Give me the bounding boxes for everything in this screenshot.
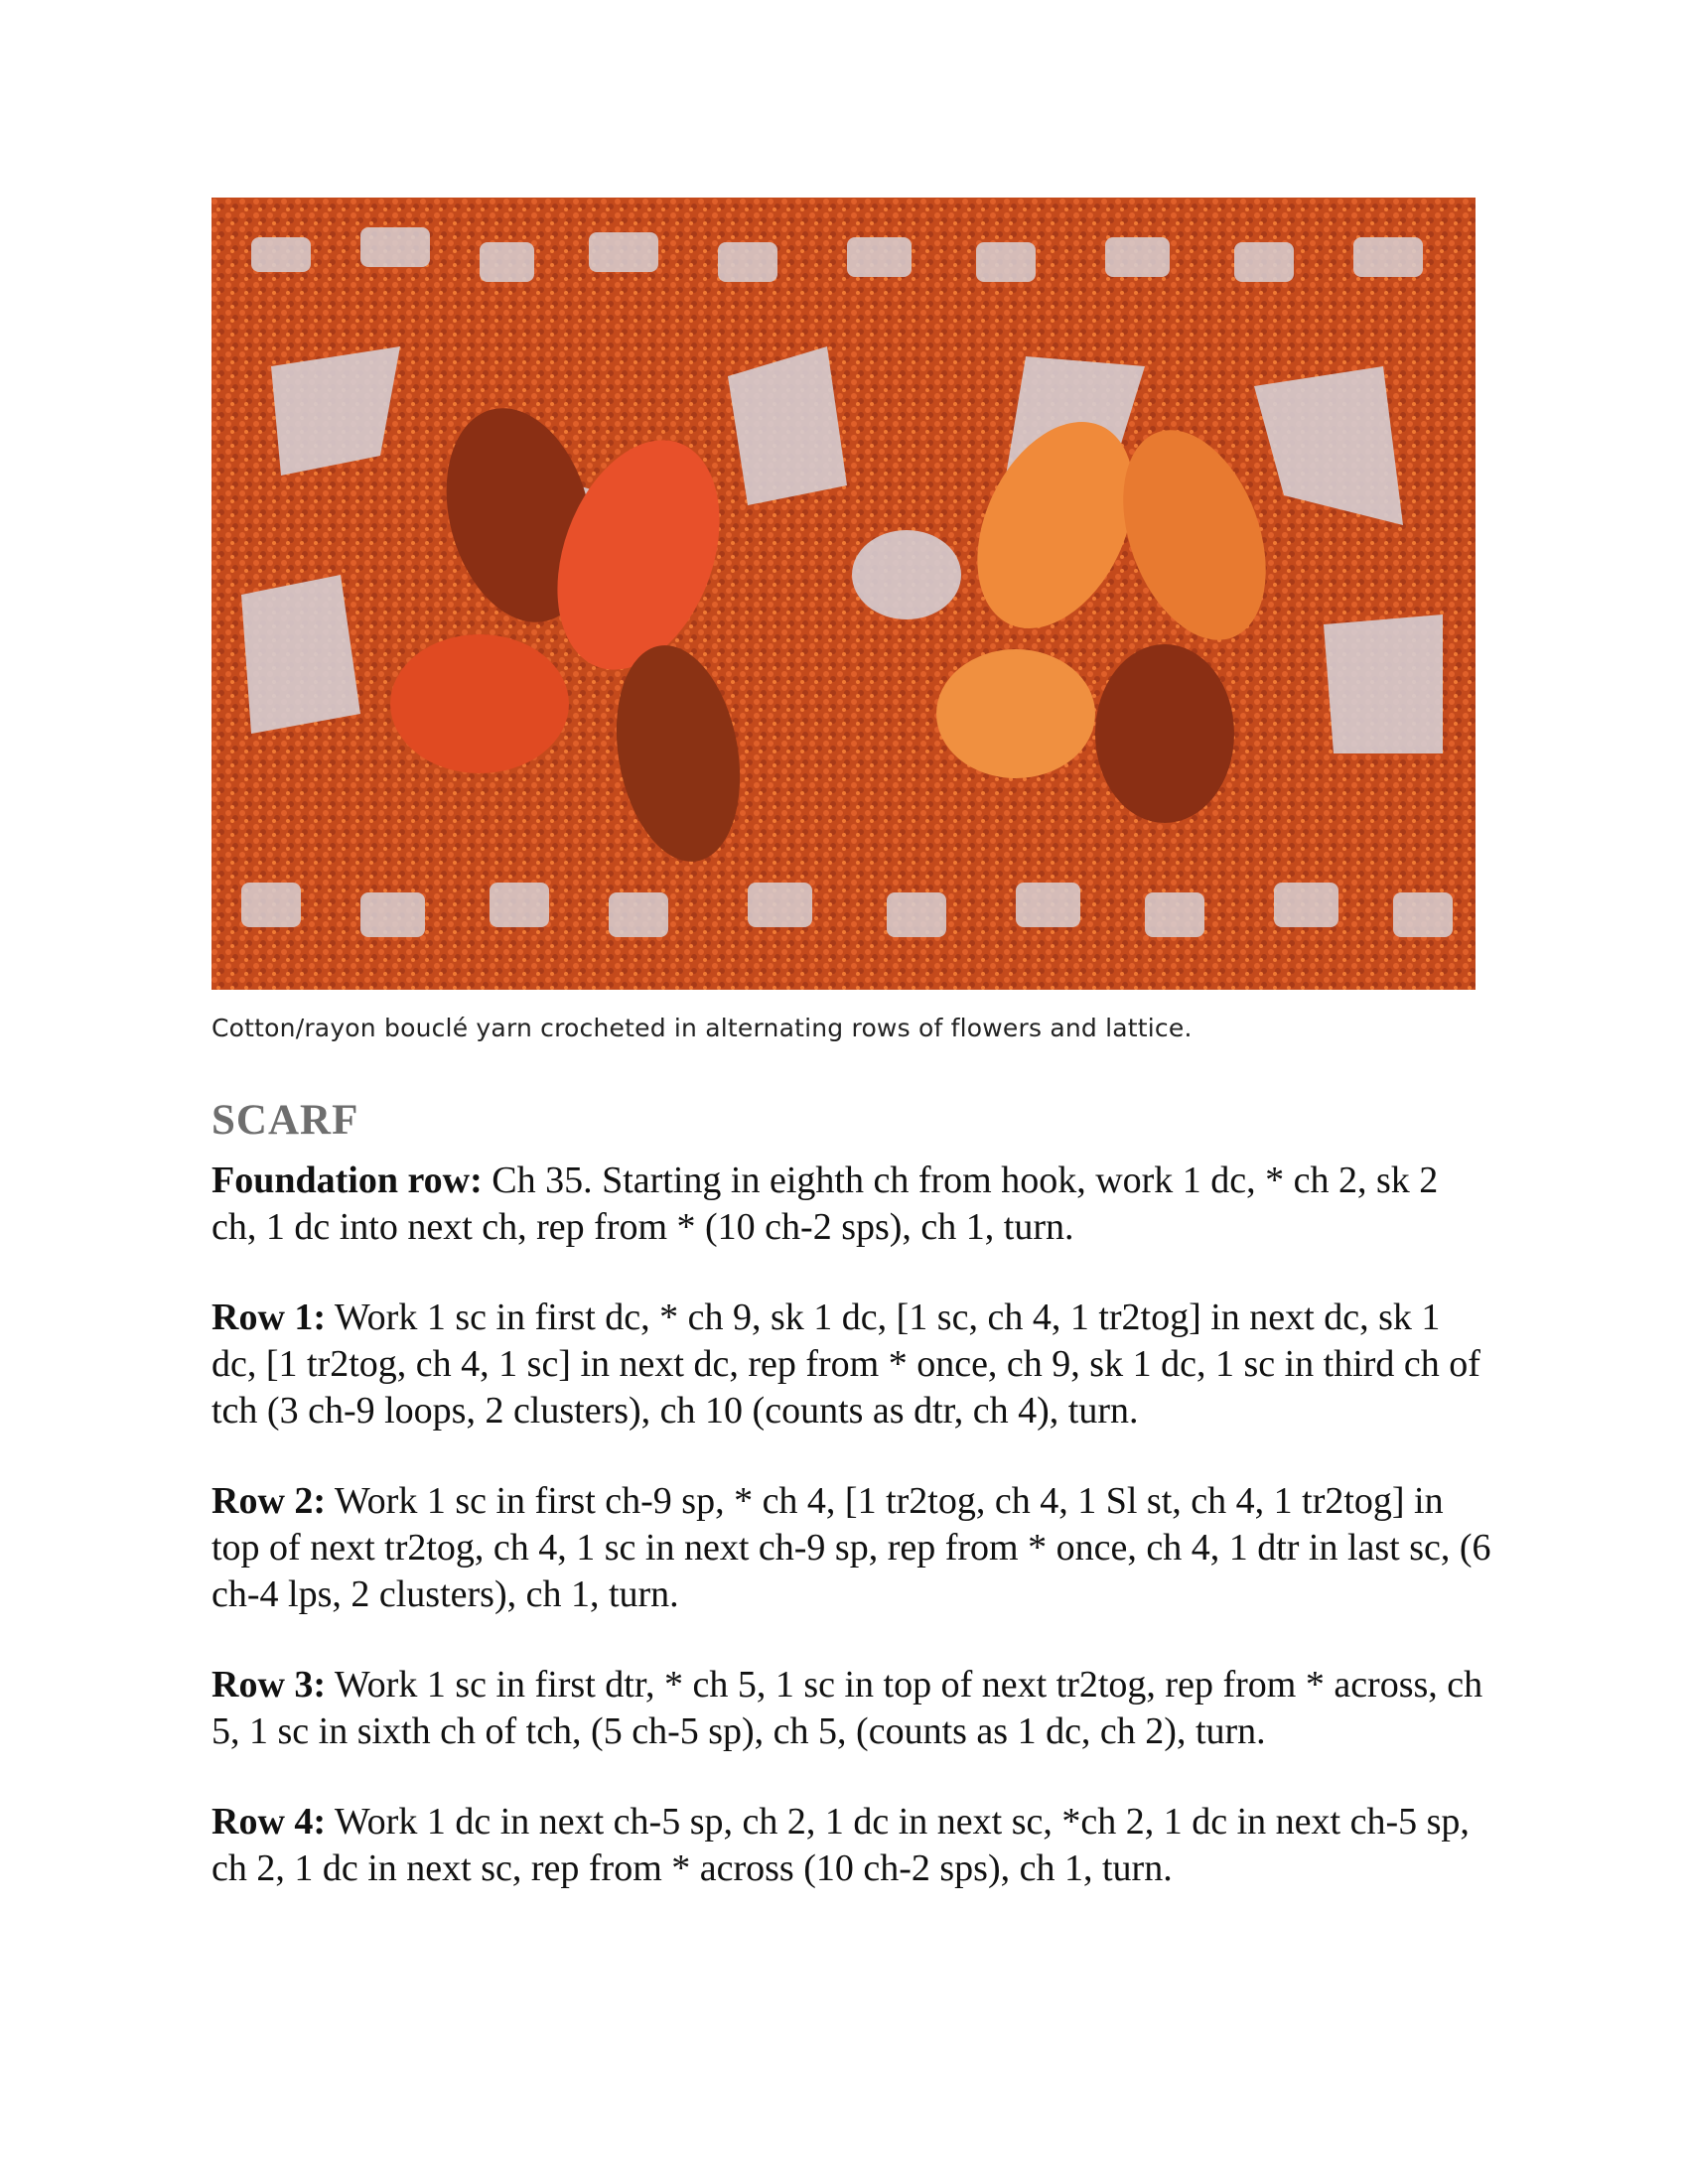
row-label: Row 2: xyxy=(211,1480,327,1522)
instruction-row-4 xyxy=(211,1799,1492,1892)
crochet-swatch-illustration xyxy=(211,198,1476,990)
instruction-row-1 xyxy=(211,1295,1492,1434)
row-text: Work 1 sc in first dc, * ch 9, sk 1 dc, [1 sc, ch 4, 1 tr2tog] in next dc, sk 1 dc, [1 tr2tog, ch 4, 1 sc] in next dc, rep from * once, ch 9, sk 1 dc, 1 sc in third ch of tch (3 ch-9 loops, 2 clusters), ch 10 (counts as dtr, ch 4), turn. xyxy=(211,1297,1480,1432)
instruction-row-3 xyxy=(211,1662,1492,1755)
section-title: SCARF xyxy=(211,1097,359,1144)
row-text: Ch 35. Starting in eighth ch from hook, work 1 dc, * ch 2, sk 2 ch, 1 dc into next ch, rep from * (10 ch-2 sps), ch 1, turn. xyxy=(211,1160,1439,1248)
row-label: Row 4: xyxy=(211,1801,327,1843)
photo-caption: Cotton/rayon bouclé yarn crocheted in alternating rows of flowers and lattice. xyxy=(211,1014,1193,1042)
row-text: Work 1 sc in first dtr, * ch 5, 1 sc in top of next tr2tog, rep from * across, ch 5, 1 sc in sixth ch of tch, (5 ch-5 sp), ch 5, (counts as 1 dc, ch 2), turn. xyxy=(211,1664,1483,1752)
pattern-instructions xyxy=(211,1158,1492,1936)
row-label: Row 3: xyxy=(211,1664,327,1706)
instruction-row-2 xyxy=(211,1478,1492,1618)
row-label: Row 1: xyxy=(211,1297,327,1338)
crochet-swatch-photo xyxy=(211,198,1476,990)
row-label: Foundation row: xyxy=(211,1160,483,1201)
row-text: Work 1 dc in next ch-5 sp, ch 2, 1 dc in next sc, *ch 2, 1 dc in next ch-5 sp, ch 2, 1 dc in next sc, rep from * across (10 ch-2 sps), ch 1, turn. xyxy=(211,1801,1470,1889)
row-text: Work 1 sc in first ch-9 sp, * ch 4, [1 tr2tog, ch 4, 1 Sl st, ch 4, 1 tr2tog] in top of next tr2tog, ch 4, 1 sc in next ch-9 sp, rep from * once, ch 4, 1 dtr in last sc, (6 ch-4 lps, 2 clusters), ch 1, turn. xyxy=(211,1480,1491,1615)
instruction-row-foundation xyxy=(211,1158,1492,1251)
